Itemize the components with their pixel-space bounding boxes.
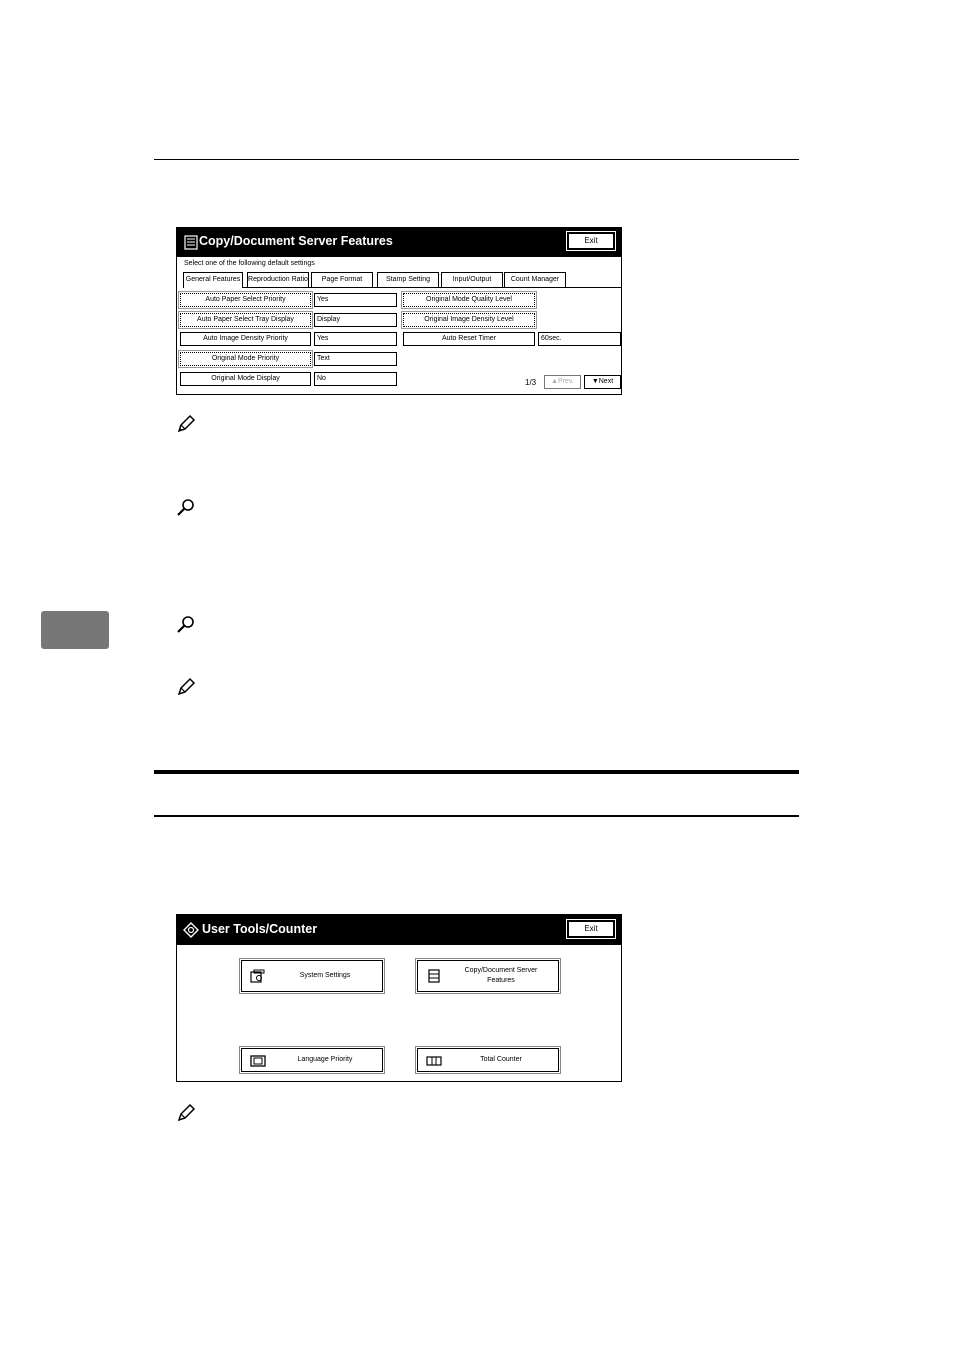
system-settings-button[interactable] (241, 960, 383, 992)
tab-general-features[interactable]: General Features (183, 272, 243, 288)
auto-reset-timer-value: 60sec. (538, 332, 621, 346)
auto-reset-timer-button[interactable]: Auto Reset Timer (403, 332, 535, 346)
total-counter-label: Total Counter (480, 1056, 522, 1063)
auto-image-density-priority-value: Yes (314, 332, 397, 346)
tab-reproduction-ratio[interactable]: Reproduction Ratio (247, 272, 309, 287)
panel-title: User Tools/Counter (202, 922, 318, 936)
auto-paper-select-priority-button[interactable]: Auto Paper Select Priority (180, 293, 311, 307)
tab-count-manager[interactable]: Count Manager (504, 272, 566, 287)
tab-stamp-setting[interactable]: Stamp Setting (377, 272, 439, 287)
copy-features-panel (176, 227, 622, 395)
auto-paper-select-priority-value: Yes (314, 293, 397, 307)
language-icon (250, 1054, 266, 1068)
tab-input-output[interactable]: Input/Output (441, 272, 503, 287)
exit-button[interactable]: Exit (568, 233, 614, 249)
tab-bar (183, 272, 623, 288)
section-rule-bottom (154, 815, 799, 817)
counter-icon (426, 1054, 442, 1068)
auto-paper-select-tray-display-button[interactable]: Auto Paper Select Tray Display (180, 313, 311, 327)
copy-features-icon (426, 969, 442, 983)
user-tools-panel (176, 914, 622, 1082)
exit-button[interactable]: Exit (568, 921, 614, 937)
reference-icon (176, 615, 196, 635)
original-mode-priority-value: Text (314, 352, 397, 366)
diamond-tools-icon (183, 922, 199, 938)
note-icon (176, 677, 196, 697)
copy-features-label (448, 961, 554, 991)
system-settings-icon (250, 969, 266, 983)
tab-baseline (243, 287, 622, 288)
original-mode-display-button[interactable]: Original Mode Display (180, 372, 311, 386)
copy-document-server-features-button[interactable] (417, 960, 559, 992)
auto-image-density-priority-button[interactable]: Auto Image Density Priority (180, 332, 311, 346)
original-mode-quality-level-button[interactable]: Original Mode Quality Level (403, 293, 535, 307)
original-image-density-level-button[interactable]: Original Image Density Level (403, 313, 535, 327)
panel-title: Copy/Document Server Features (199, 234, 393, 248)
section-rule-top (154, 770, 799, 774)
original-mode-display-value: No (314, 372, 397, 386)
tab-page-format[interactable]: Page Format (311, 272, 373, 287)
panel-titlebar (177, 915, 621, 945)
total-counter-button[interactable] (417, 1048, 559, 1072)
reference-icon (176, 498, 196, 518)
next-button[interactable]: ▼Next (584, 375, 621, 389)
copy-features-label-line2: Features (487, 977, 515, 984)
prev-button[interactable]: ▲Prev. (544, 375, 581, 389)
language-priority-button[interactable] (241, 1048, 383, 1072)
note-icon (176, 1103, 196, 1123)
instruction-text: Select one of the following default settings (184, 260, 315, 267)
original-mode-priority-button[interactable]: Original Mode Priority (180, 352, 311, 366)
note-icon (176, 414, 196, 434)
list-icon (184, 235, 198, 250)
chapter-tab (41, 611, 109, 649)
language-priority-label: Language Priority (297, 1056, 353, 1063)
page-indicator: 1/3 (525, 378, 537, 387)
panel-titlebar (177, 228, 621, 257)
header-rule (154, 159, 799, 160)
auto-paper-select-tray-display-value: Display (314, 313, 397, 327)
system-settings-label: System Settings (299, 972, 351, 979)
copy-features-label-line1: Copy/Document Server (464, 967, 538, 974)
